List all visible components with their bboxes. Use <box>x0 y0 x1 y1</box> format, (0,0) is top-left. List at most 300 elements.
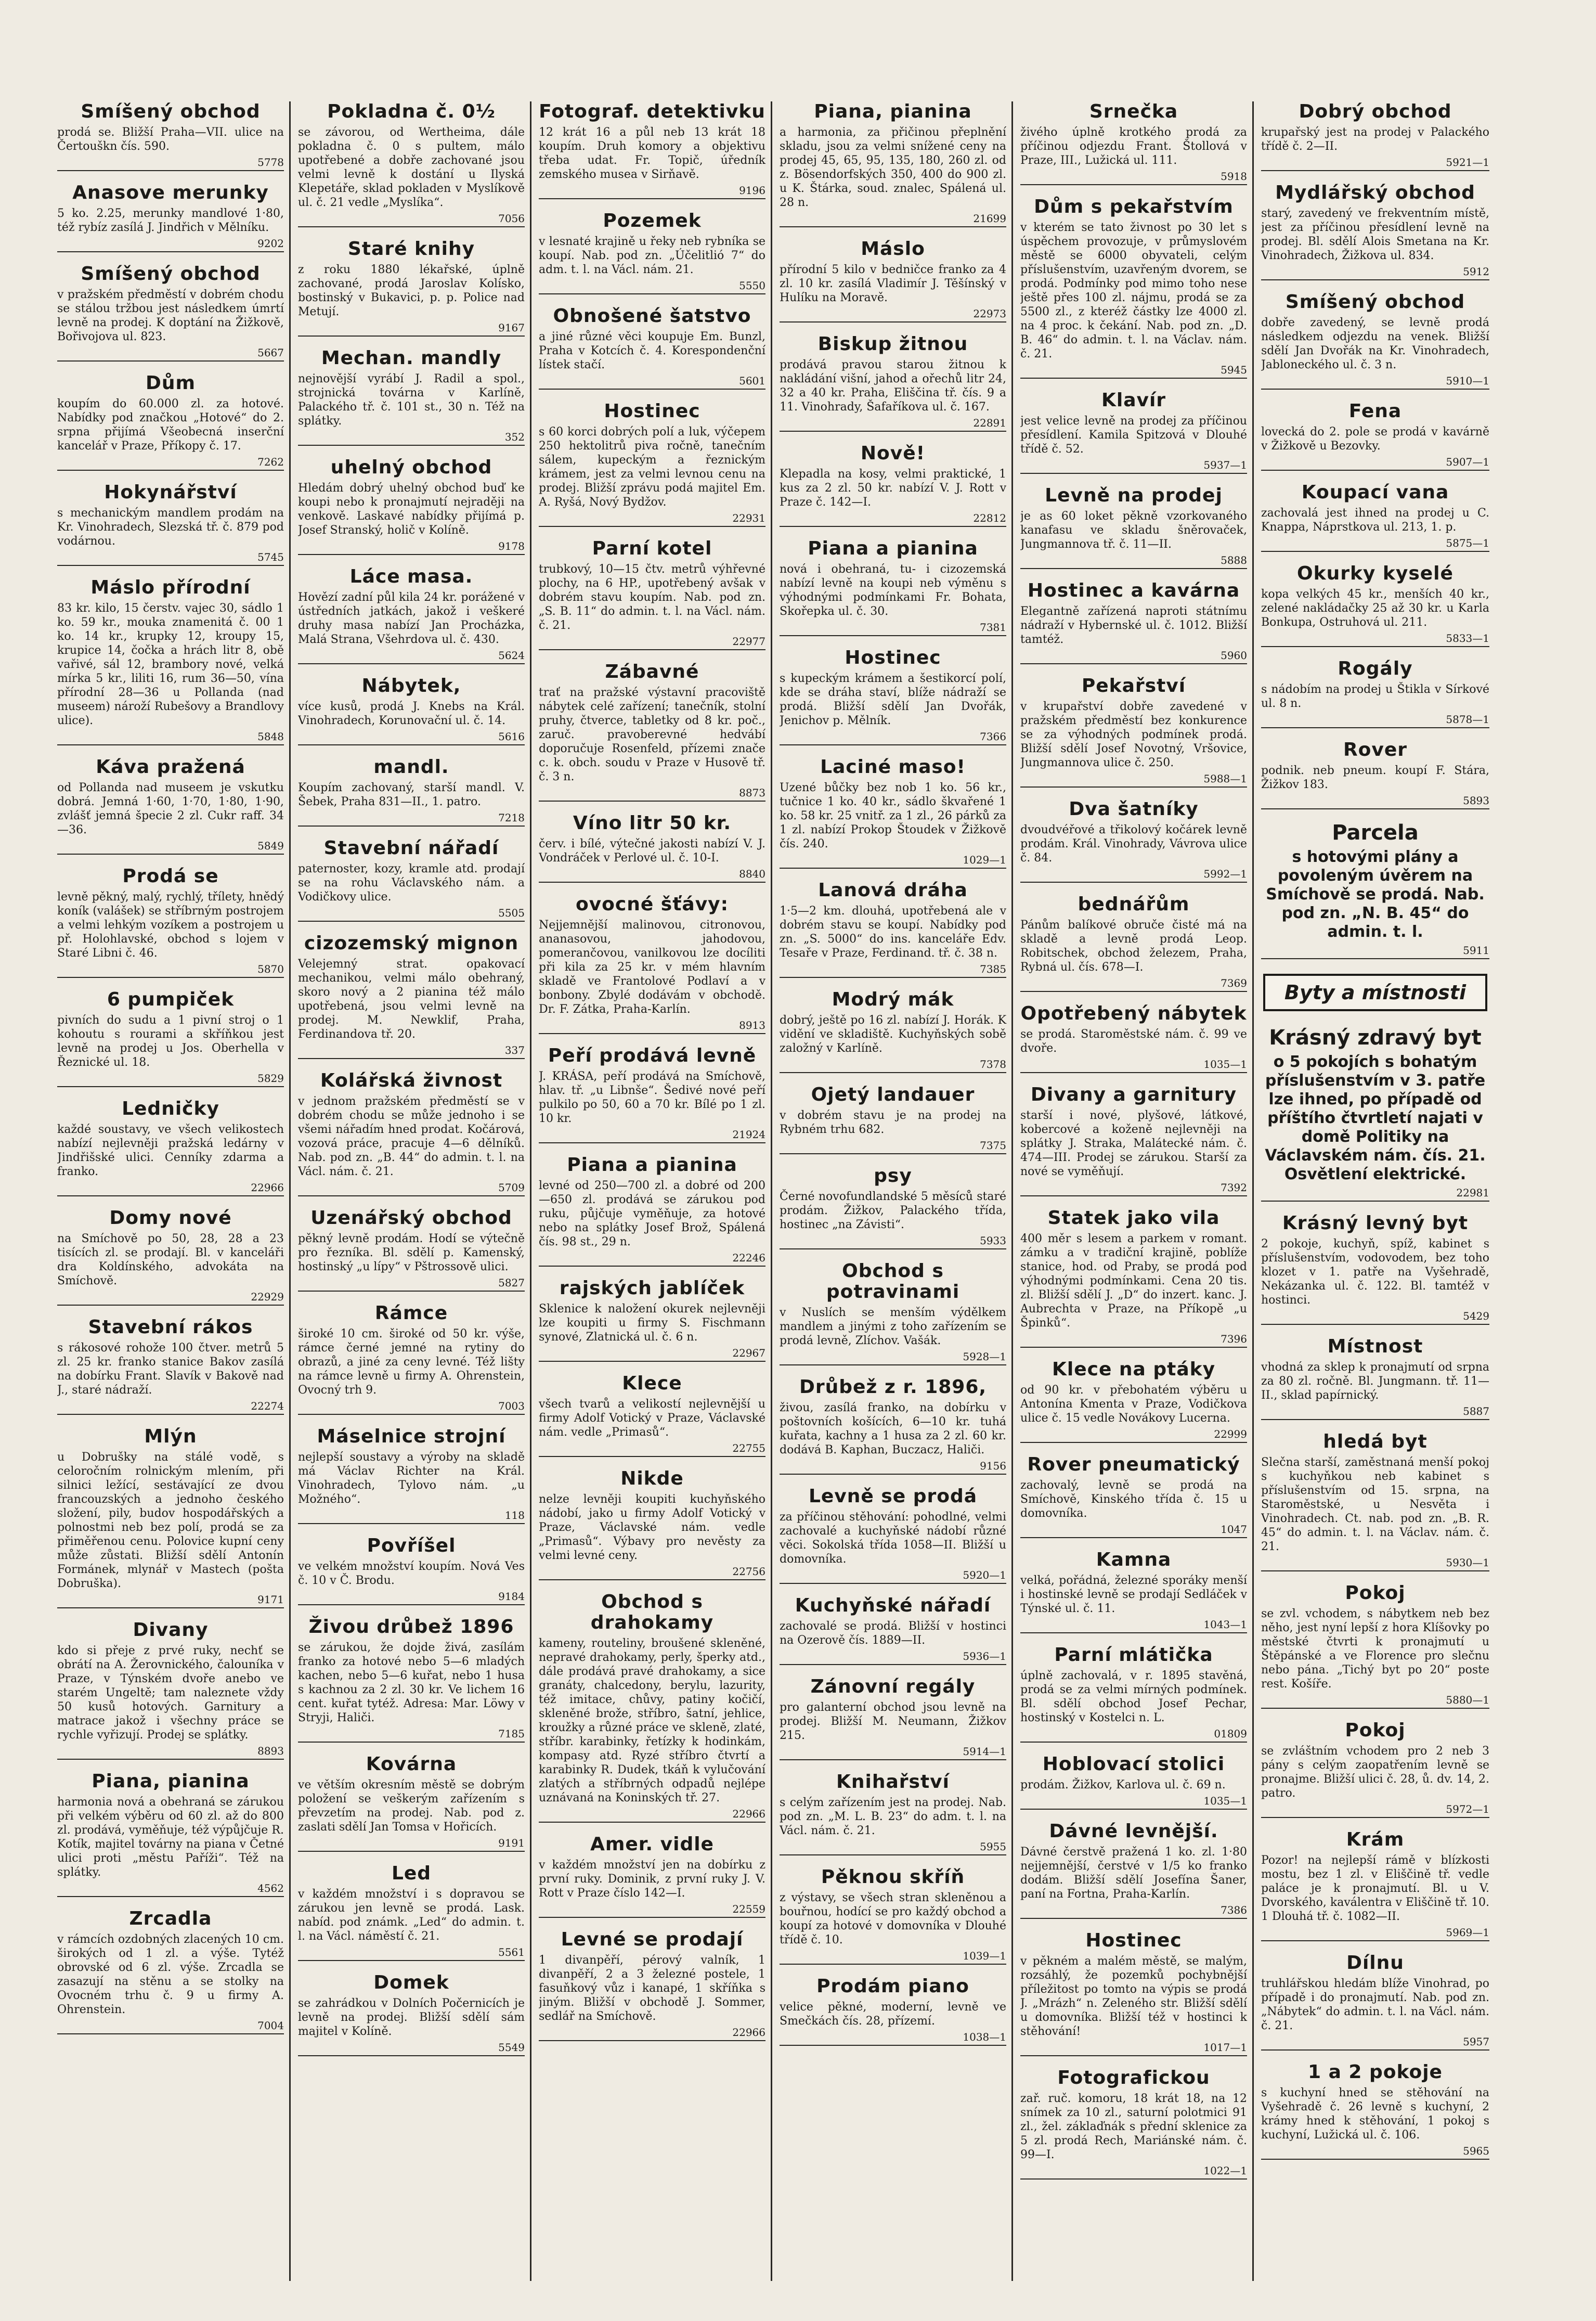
ad-body: Koupím zachovaný, starší mandl. V. Šebek, Praha 831—II., 1. patro. <box>298 781 525 808</box>
classified-ad <box>298 1208 525 1292</box>
ad-column-2 <box>298 101 531 2281</box>
ad-code: 5875—1 <box>1261 537 1489 552</box>
classified-ad <box>1261 101 1489 171</box>
ad-code: 21924 <box>539 1129 765 1143</box>
classified-ad <box>539 662 765 802</box>
ad-code: 7386 <box>1020 1904 1247 1919</box>
ad-body: 1·5—2 km. dlouhá, upotřebená ale v dobrém stavu se koupí. Nabídky pod zn. „S. 5000“ do ins. kanceláře Edv. Tesaře v Praze, Ferdinand. tř. č. 38 n. <box>780 905 1006 960</box>
ad-body: s kupeckým krámem a šestikorcí polí, kde se dráha staví, blíže nádraží se prodá. Bližší sdělí Jan Dvořák, Jenichov p. Mělník. <box>780 672 1006 727</box>
ad-title: Okurky kyselé <box>1297 563 1454 584</box>
classified-ad <box>57 101 284 171</box>
classified-ad <box>298 757 525 827</box>
ad-body: Pánům balíkové obruče čisté má na skladě a levně prodá Leop. Robitschek, obchod železem, Praha, Rybná ul. čís. 678—I. <box>1020 919 1247 974</box>
ad-code: 5965 <box>1261 2145 1489 2160</box>
classified-ad <box>1020 1359 1247 1443</box>
ad-title: Klece na ptáky <box>1052 1359 1216 1380</box>
ad-code: 22755 <box>539 1442 765 1457</box>
ad-body: živou, zasílá franko, na dobírku v poštovních košících, 6—10 kr. tuhá kuřata, kachny a 1 husa za 2 zl. 60 kr. dodává B. Kaphan, Buczacz, Haliči. <box>780 1401 1006 1456</box>
classified-ad <box>539 1278 765 1362</box>
classified-ad <box>539 1929 765 2041</box>
ad-title: Zábavné <box>605 661 699 682</box>
classified-ad <box>57 1909 284 2034</box>
classified-ad <box>1020 2068 1247 2180</box>
ad-body: lovecká do 2. pole se prodá v kavárně v Žižkově u Bezovky. <box>1261 425 1489 453</box>
classified-ad <box>298 457 525 555</box>
newspaper-page <box>57 101 1498 2281</box>
classified-ad <box>1261 563 1489 647</box>
ad-title: Ledničky <box>122 1098 219 1119</box>
ad-title: Obnošené šatstvo <box>553 305 751 327</box>
ad-title: Peří prodává levně <box>548 1045 757 1066</box>
ad-title: Stavební nářadí <box>323 837 499 859</box>
ad-column-5 <box>1020 101 1254 2281</box>
ad-title: Povříšel <box>367 1535 456 1556</box>
ad-body: starší i nové, plyšové, látkové, kobercové a koženě nejlevněji na splátky J. Straka, Malátecké nám. č. 474—III. Prodej se zárukou. Starší za nové se vyměňují. <box>1020 1109 1247 1178</box>
classified-ad <box>57 1099 284 1196</box>
classified-ad <box>780 239 1006 323</box>
ad-body: Hovězí zadní půl kila 24 kr. porážené v ústředních jatkách, jakož i veškeré druhy masa nabízí Jan Procházka, Malá Strana, Všehrdova ul. č. 430. <box>298 591 525 646</box>
ad-body: 2 pokoje, kuchyň, spíž, kabinet s příslušenstvím, vodovodem, bez toho klozet v 1. patře na Vyšehradě, Nekázanka ul. č. 122. Bl. tamtéž v hostinci. <box>1261 1237 1489 1307</box>
ad-body: podnik. neb pneum. koupí F. Stára, Žižkov 183. <box>1261 764 1489 791</box>
ad-title: cizozemský mignon <box>304 933 519 954</box>
ad-code: 22812 <box>780 512 1006 527</box>
ad-code: 9184 <box>298 1591 525 1605</box>
ad-title: Levně na prodej <box>1045 485 1223 506</box>
ad-column-1 <box>57 101 291 2281</box>
classified-ad <box>1261 659 1489 728</box>
ad-body: truhlářskou hledám blíže Vinohrad, po případě i do pronajmutí. Nab. pod zn. „Nábytek“ do admin. t. l. na Václ. nám. č. 21. <box>1261 1977 1489 2032</box>
classified-ad <box>1261 401 1489 471</box>
ad-body: s kuchyní hned se stěhování na Vyšehradě č. 26 levně s kuchyní, 2 krámy hned k stěhování, 1 pokoj s kuchyní, Lužická ul. č. 106. <box>1261 2086 1489 2142</box>
ad-body: Hledám dobrý uhelný obchod buď ke koupi nebo k pronajmutí nejraději na venkově. Laskavé nabídky přijímá p. Josef Stranský, holič v Kolíně. <box>298 482 525 537</box>
ad-code: 7378 <box>780 1059 1006 1073</box>
ad-body: s 60 korci dobrých polí a luk, výčepem 250 hektolitrů piva ročně, tanečním sálem, kupeckým a řeznickým krámem, jest za velmi levnou cenu na prodej. Bližší zprávu podá majitel Em. A. Ryšá, Nový Bydžov. <box>539 425 765 509</box>
classified-ad <box>1020 676 1247 788</box>
ad-body: s mechanickým mandlem prodám na Kr. Vinohradech, Slezská tř. č. 879 pod vodárnou. <box>57 507 284 548</box>
ad-body: se zvl. vchodem, s nábytkem neb bez něho, jest nyní lepší z hora Klíšovky po městské čtvrti k pronajmutí u Štěpánské a ve Florence pro slečnu nebo pána. „Tichý byt po 20“ poste rest. Košíře. <box>1261 1607 1489 1691</box>
ad-column-6 <box>1261 101 1495 2281</box>
classified-ad <box>539 538 765 650</box>
ad-title: Levné se prodají <box>561 1929 744 1950</box>
ad-code: 5827 <box>298 1277 525 1292</box>
classified-ad <box>1020 1454 1247 1538</box>
ad-title: Pekařství <box>1081 675 1186 697</box>
ad-body: od 90 kr. v přebohatém výběru u Antonína Kmenta v Praze, Vodičkova ulice č. 15 vedle Novákovy Lucerna. <box>1020 1384 1247 1425</box>
ad-title: Modrý mák <box>832 989 954 1010</box>
ad-code: 9202 <box>57 238 284 252</box>
classified-ad <box>1020 1821 1247 1919</box>
ad-title: Nikde <box>620 1468 684 1489</box>
ad-title: Opotřebený nábytek <box>1020 1003 1247 1024</box>
ad-body: velice pěkné, moderní, levně ve Smečkách čís. 28, přízemí. <box>780 2001 1006 2028</box>
classified-ad <box>298 1617 525 1743</box>
ad-title: Krásný levný byt <box>1282 1213 1469 1234</box>
ad-title: Rover <box>1343 739 1408 760</box>
ad-body: Uzené bůčky bez nob 1 ko. 56 kr., tučnice 1 ko. 40 kr., sádlo škvařené 1 ko. 58 kr. 25 vnitř. za 1 zl., 26 párků za 1 zl. nabízí Prokop Štoudek v Žižkově čís. 240. <box>780 781 1006 850</box>
ad-body: zachovalá jest ihned na prodej u C. Knappa, Náprstkova ul. 213, 1. p. <box>1261 507 1489 534</box>
ad-body: zachovalé se prodá. Bližší v hostinci na Ozerově čís. 1889—II. <box>780 1620 1006 1647</box>
ad-body: více kusů, prodá J. Knebs na Král. Vinohradech, Korunovační ul. č. 14. <box>298 700 525 727</box>
classified-ad <box>57 989 284 1087</box>
ad-code: 5624 <box>298 650 525 664</box>
ad-code: 7366 <box>780 731 1006 745</box>
ad-code: 1047 <box>1020 1524 1247 1538</box>
ad-code: 5955 <box>780 1841 1006 1855</box>
ad-title: Staré knihy <box>347 238 475 260</box>
classified-ad <box>539 813 765 883</box>
classified-ad <box>57 183 284 252</box>
ad-title: Obchod s drahokamy <box>590 1591 714 1633</box>
classified-ad <box>298 1754 525 1852</box>
ad-body: se zvláštním vchodem pro 2 neb 3 pány s celým zaopatřením levně se pronajme. Bližší ulici č. 28, ů. dv. 14, 2. patro. <box>1261 1745 1489 1800</box>
classified-ad <box>298 348 525 446</box>
ad-title: Prodá se <box>122 866 219 887</box>
ad-body: Velejemný strat. opakovací mechanikou, velmi málo obehraný, skoro nový a 2 pianina též málo upotřebená, jsou velmi levně na prodej. M. Newklif, Praha, Ferdinandova tř. 20. <box>298 958 525 1041</box>
classified-ad <box>1020 1085 1247 1196</box>
ad-title: Zánovní regály <box>810 1676 976 1697</box>
classified-ad <box>298 933 525 1059</box>
ad-title: mandl. <box>373 756 449 778</box>
ad-body: harmonia nová a obehraná se zárukou při velkém výběru od 60 zl. až do 800 zl. prodává, vyměňuje, též výpůjčuje R. Kotík, majitel továrny na piana v Četné ulici proti „městu Paříži“. Též na splátky. <box>57 1796 284 1879</box>
ad-title: Krám <box>1346 1829 1405 1850</box>
classified-ad <box>1261 740 1489 809</box>
ad-body: Dávné čerstvě pražená 1 ko. zl. 1·80 nejjemnější, čerstvé v 1/5 ko franko dodám. Bližší sdělí Josefína Šaner, paní na Fortna, Praha-Karlín. <box>1020 1846 1247 1901</box>
ad-code: 22973 <box>780 308 1006 323</box>
classified-ad <box>780 1772 1006 1855</box>
ad-code: 337 <box>298 1045 525 1059</box>
ad-title: Krásný zdravý byt <box>1269 1026 1482 1050</box>
ad-body: Sklenice k naložení okurek nejlevněji lze koupiti u firmy S. Fischmann synové, Zlatnická ul. č. 6 n. <box>539 1303 765 1344</box>
ad-code: 5888 <box>1020 555 1247 569</box>
ad-title: ovocné šťávy: <box>575 894 729 915</box>
ad-column-3 <box>539 101 772 2281</box>
ad-body: s rákosové rohože 100 čtver. metrů 5 zl. 25 kr. franko stanice Bakov zasílá na dobírku Frant. Slavík v Bakově nad J., staré nádraží. <box>57 1342 284 1397</box>
ad-code: 5745 <box>57 551 284 566</box>
ad-body: dobře zavedený, se levně prodá následkem odjezdu na venek. Bližší sdělí Jan Dvořák na Kr. Vinohradech, Jabloneckého ul. č. 3 n. <box>1261 316 1489 371</box>
ad-body: v rámcích ozdobných zlacených 10 cm. širokých od 1 zl. a výše. Tytéž obrovské od 6 zl. výše. Zrcadla se zasazují na stěnu a se stolky na Ovocném trhu č. 9 u firmy A. Ohrenstein. <box>57 1933 284 2016</box>
ad-body: je as 60 loket pěkně vzorkovaného kanafasu ve skladu šněrovaček, Jungmannova tř. č. 11—II. <box>1020 510 1247 551</box>
ad-code: 7385 <box>780 963 1006 978</box>
ad-code: 22981 <box>1261 1187 1489 1202</box>
ad-title: Klavír <box>1101 390 1166 411</box>
ad-body: vhodná za sklep k pronajmutí od srpna za 80 zl. ročně. Bl. Jungmann. tř. 11—II., sklad papírnický. <box>1261 1361 1489 1402</box>
ad-title: Místnost <box>1327 1336 1423 1357</box>
ad-body: 1 divanpěří, pérový valník, 1 divanpěří, 2 a 3 železné postele, 1 fasuňkový vůz i kanapé, 1 skříňka s jiným. Bližší v obchodě J. Sommer, sedlář na Smíchově. <box>539 1954 765 2023</box>
ad-title: Piana a pianina <box>808 538 978 559</box>
ad-title: Dobrý obchod <box>1299 101 1452 122</box>
ad-title: Káva pražená <box>96 756 245 778</box>
ad-title: Parní kotel <box>592 538 712 559</box>
ad-code: 1035—1 <box>1020 1795 1247 1810</box>
ad-title: Pokoj <box>1345 1720 1406 1741</box>
ad-title: Láce masa. <box>349 566 473 587</box>
ad-body: 5 ko. 2.25, merunky mandlové 1·80, též rybíz zasílá J. Jindřich v Mělníku. <box>57 207 284 234</box>
ad-body: v pražském předměstí v dobrém chodu se stálou tržbou jest následkem úmrtí levně na prodej. K doptání na Žižkově, Bořivojova ul. 823. <box>57 288 284 343</box>
ad-code: 5849 <box>57 840 284 855</box>
ad-code: 5933 <box>780 1235 1006 1249</box>
ad-title: Pokladna č. 0½ <box>327 101 496 122</box>
ad-body: Černé novofundlandské 5 měsíců staré prodám. Žižkov, Palackého třída, hostinec „na Závisti“. <box>780 1190 1006 1231</box>
ad-code: 5878—1 <box>1261 714 1489 728</box>
ad-body: 400 měr s lesem a parkem v romant. zámku a v tradiční krajině, poblíže stanice, hod. od Praby, se prodá pod výhodnými podmínkami. Cena 20 tis. zl. Bližší sdělí J. „D“ do inzert. kanc. J. Aubrechta v Praze, na Příkopě „u Špinků“. <box>1020 1232 1247 1330</box>
ad-code: 5910—1 <box>1261 375 1489 390</box>
classified-ad <box>539 1373 765 1457</box>
ad-code: 5870 <box>57 963 284 978</box>
ad-body: koupím do 60.000 zl. za hotové. Nabídky pod značkou „Hotové“ do 2. srpna přijímá Všeobecná inserční kancelář v Praze, Příkopy č. 17. <box>57 397 284 453</box>
ad-body: u Dobrušky na stálé vodě, s celoročním rolnickým mlením, při silnici ležící, sestávající ze dvou francouzských a jednoho českého složení, pily, budov hospodářských a polnostmi neb bez polí, prodá se za přiměřenou cenu. Polovice kupní ceny může zůstati. Bližší sdělí Antonín Formánek, mlynář v Mastech (pošta Dobruška). <box>57 1451 284 1590</box>
classified-ad <box>1020 1645 1247 1743</box>
ad-code: 22967 <box>539 1347 765 1362</box>
ad-body: z roku 1880 lékařské, úplně zachované, prodá Jaroslav Kolísko, bostinský v Bukavici, p. p. Police nad Metují. <box>298 263 525 318</box>
ad-title: Pokoj <box>1345 1582 1406 1604</box>
classified-ad <box>539 211 765 294</box>
ad-body: s celým zařízením jest na prodej. Nab. pod zn. „M. L. B. 23“ do adm. t. l. na Václ. nám. č. 21. <box>780 1796 1006 1837</box>
classified-ad <box>780 538 1006 636</box>
ad-title: Zrcadla <box>129 1908 212 1929</box>
ad-body: dvoudvéřové a třikolový kočárek levně prodám. Král. Vinohrady, Vávrova ulice č. 84. <box>1020 823 1247 865</box>
ad-title: Hostinec a kavárna <box>1027 580 1240 601</box>
ad-title: Lanová dráha <box>818 880 968 901</box>
ad-body: Elegantně zařízená naproti státnímu nádraží v Hybernské ul. č. 1012. Bližší tamtéž. <box>1020 605 1247 646</box>
classified-ad <box>57 1426 284 1608</box>
classified-ad <box>780 1486 1006 1584</box>
ad-body: široké 10 cm. široké od 50 kr. výše, rámce černé jemné na rytiny do obrazů, a jiné za ceny levné. Též lišty na rámce levně u firmy A. Ohrenstein, Ovocný trh 9. <box>298 1327 525 1397</box>
ad-body: přírodní 5 kilo v bedničce franko za 4 zl. 10 kr. zasílá Vladimír J. Těšínský v Hulíku na Moravě. <box>780 263 1006 304</box>
ad-title: Prodám piano <box>816 1976 969 1997</box>
classified-ad <box>57 866 284 978</box>
ad-code: 8913 <box>539 1020 765 1034</box>
ad-body: v jednom pražském předměstí se v dobrém chodu se může jednoho i se všemi nářadím hned prodat. Kočárová, vozová práce, pracuje 4—6 dělníků. Nab. pod zn. „B. 44“ do admin. t. l. na Václ. nám. č. 21. <box>298 1095 525 1178</box>
classified-ad <box>1261 292 1489 390</box>
ad-code: 7375 <box>780 1140 1006 1154</box>
ad-code: 5907—1 <box>1261 456 1489 471</box>
ad-title: Ojetý landauer <box>811 1084 975 1105</box>
classified-ad <box>57 1620 284 1760</box>
ad-code: 22929 <box>57 1291 284 1306</box>
ad-body: úplně zachovalá, v r. 1895 stavěná, prodá se za velmi mírných podmínek. Bl. sdělí obchod Josef Pechar, hostinský v Kostelci n. L. <box>1020 1669 1247 1724</box>
classified-ad <box>539 1155 765 1267</box>
ad-body: prodám. Žižkov, Karlova ul. č. 69 n. <box>1020 1778 1226 1791</box>
classified-ad <box>539 401 765 527</box>
ad-body: velká, pořádná, železné sporáky menší i hostinské levně se prodají Sedláček v Týnské ul. č. 11. <box>1020 1574 1247 1615</box>
ad-title: Dům <box>145 372 196 394</box>
classified-ad <box>780 1976 1006 2046</box>
ad-title: Nově! <box>860 443 926 464</box>
ad-body: v krupařství dobře zavedené v pražském předměstí bez konkurence se za výhodných podmínek prodá. Bližší sdělí Josef Novotný, Vršovice, Jungmannova ulice č. 250. <box>1020 700 1247 769</box>
ad-title: Rogály <box>1338 658 1413 679</box>
ad-title: hledá byt <box>1323 1431 1428 1452</box>
ad-title: Stavební rákos <box>88 1317 253 1338</box>
classified-ad <box>780 443 1006 527</box>
classified-ad <box>298 566 525 664</box>
ad-body: červ. i bílé, výtečné jakosti nabízí V. J. Vondráček v Perlové ul. č. 10-I. <box>539 837 765 865</box>
ad-body: trubkový, 10—15 čtv. metrů výhřevné plochy, na 6 HP., upotřebený avšak v dobrém stavu koupím. Nab. pod zn. „S. B. 11“ do admin. t. l. na Václ. nám. č. 21. <box>539 563 765 632</box>
ad-code: 7381 <box>780 622 1006 636</box>
ad-code: 9156 <box>780 1460 1006 1475</box>
ad-title: Dům s pekařstvím <box>1034 196 1234 217</box>
ad-title: Divany a garnitury <box>1030 1084 1237 1105</box>
ad-title: Víno litr 50 kr. <box>573 813 732 834</box>
classified-ad <box>780 1085 1006 1154</box>
ad-title: Piana, pianina <box>92 1771 250 1792</box>
ad-body: v kterém se tato živnost po 30 let s úspěchem provozuje, v průmyslovém městě se 6000 obyvateli, celým příslušenstvím, uzavřeným dvorem, se prodá. Podmínky pod mimo toho nese ještě přes 100 zl. nájmu, prodá se za 5500 zl., z kteréž částky lze 4000 zl. na 4 proc. k čekání. Nab. pod zn. „D. B. 46“ do admin. t. l. na Václav. nám. č. 21. <box>1020 221 1247 360</box>
classified-ad <box>1020 485 1247 569</box>
classified-ad <box>1020 1550 1247 1633</box>
ad-code: 5561 <box>298 1946 525 1961</box>
ad-body: jest velice levně na prodej za příčinou přesídlení. Kamila Spitzová v Dlouhé třídě č. 52. <box>1020 415 1247 456</box>
ad-code: 7262 <box>57 456 284 471</box>
classified-ad <box>539 1592 765 1823</box>
classified-ad <box>57 577 284 745</box>
ad-code: 5880—1 <box>1261 1694 1489 1709</box>
classified-ad <box>298 1863 525 1961</box>
ad-code: 352 <box>298 431 525 446</box>
ad-code: 5893 <box>1261 795 1489 809</box>
ad-body: nová i obehraná, tu- i cizozemská nabízí levně na koupi neb výměnu s výhodnými podmínkami Fr. Bohata, Skořepka ul. č. 30. <box>780 563 1006 618</box>
ad-code: 5778 <box>57 157 284 171</box>
ad-code: 21699 <box>780 213 1006 227</box>
ad-body: v každém množství i s dopravou se zárukou jen levně se prodá. Lask. nabíd. pod známk. „Led“ do admin. t. l. na Václ. náměstí č. 21. <box>298 1888 525 1943</box>
classified-ad <box>1261 1829 1489 1941</box>
classified-ad <box>1261 482 1489 552</box>
ad-code: 8840 <box>539 868 765 883</box>
classified-ad <box>298 1536 525 1605</box>
ad-code: 1029—1 <box>780 854 1006 869</box>
ad-body: v dobrém stavu je na prodej na Rybném trhu 682. <box>780 1109 1006 1136</box>
classified-ad <box>780 648 1006 745</box>
ad-title: Parcela <box>1332 821 1419 845</box>
ad-body: kopa velkých 45 kr., menších 40 kr., zelené nakládačky 25 až 30 kr. u Karla Bonkupa, Ostruhová ul. 211. <box>1261 588 1489 629</box>
classified-ad <box>1020 197 1247 379</box>
ad-body: prodává pravou starou žitnou k nakládání višní, jahod a ořechů litr 24, 32 a 40 kr. Praha, Eliščina tř. čís. 9 a 11. Vinohrady, Šafaříkova ul. č. 167. <box>780 358 1006 414</box>
ad-body: nejnovější vyrábí J. Radil a spol., strojnická továrna v Karlíně, Palackého tř. č. 101 st., 30 n. Též na splátky. <box>298 372 525 428</box>
classified-ad <box>780 1377 1006 1475</box>
classified-ad <box>298 1972 525 2056</box>
ad-body: z výstavy, se všech stran skleněnou a bouřnou, hodící se pro každý obchod a koupí za hotové v domovníka v Dlouhé třídě č. 10. <box>780 1891 1006 1946</box>
ad-code: 4562 <box>57 1882 284 1897</box>
ad-body: trať na pražské výstavní pracoviště nábytek celé zařízení; tanečník, stolní pruhy, čtverce, tabletky od 8 kr. poč., zaruč. pravoberevné hedvábí doporučuje Rosenfeld, přízemi znače c. k. obch. soudu v Praze v Husově tř. č. 3 n. <box>539 686 765 783</box>
ad-body: v pěkném a malém městě, se malým, rozsáhlý, že pozemků pochybnější příležitost po tomto na výpis se prodá J. „Mrázh“ n. Zeleného str. Bližší sdělí u domovníka. Bližší též v hostinci k stěhování! <box>1020 1955 1247 2038</box>
classified-ad <box>1020 1930 1247 2056</box>
ad-code: 5960 <box>1020 650 1247 664</box>
classified-ad <box>780 1595 1006 1665</box>
classified-ad <box>1020 1003 1247 1073</box>
classified-ad <box>780 989 1006 1073</box>
ad-body: pro galanterní obchod jsou levně na prodej. Bližší M. Neumann, Žižkov 215. <box>780 1701 1006 1742</box>
ad-code: 22246 <box>539 1252 765 1267</box>
classified-ad <box>1020 894 1247 992</box>
ad-column-4 <box>780 101 1013 2281</box>
ad-body: v Nuslích se menším výdělkem mandlem a jinými z toho zařízením se prodá levně, Zlíchov. Vašák. <box>780 1306 1006 1347</box>
ad-title: Dílnu <box>1346 1952 1404 1974</box>
ad-title: Dávné levnější. <box>1049 1821 1218 1842</box>
ad-code: 9171 <box>57 1594 284 1608</box>
ad-title: Uzenářský obchod <box>310 1207 512 1229</box>
classified-ad <box>57 482 284 566</box>
ad-body: starý, zavedený ve frekventním místě, jest za příčinou přesídlení levně na prodej. Bl. sdělí Alois Smetana na Kr. Vinohradech, Žižkova ul. 834. <box>1261 207 1489 262</box>
ad-code: 1043—1 <box>1020 1619 1247 1633</box>
ad-title: Smíšený obchod <box>81 101 261 122</box>
ad-code: 1022—1 <box>1020 2165 1247 2180</box>
ad-code: 5848 <box>57 731 284 745</box>
ad-title: Rover pneumatický <box>1027 1454 1240 1475</box>
classified-ad <box>1020 390 1247 474</box>
ad-body: krupařský jest na prodej v Palackého třídě č. 2—II. <box>1261 126 1489 153</box>
classified-ad <box>1261 1720 1489 1818</box>
ad-code: 5936—1 <box>780 1651 1006 1665</box>
ad-title: Hoblovací stolici <box>1042 1753 1225 1775</box>
ad-title: Máslo přírodní <box>90 577 251 598</box>
classified-ad <box>298 101 525 227</box>
ad-title: Klece <box>622 1373 682 1394</box>
classified-ad <box>780 1261 1006 1365</box>
ad-title: Srnečka <box>1089 101 1178 122</box>
ad-body: v každém množství jen na dobírku z první ruky. Dominik, z první ruky J. V. Rott v Praze číslo 142—I. <box>539 1859 765 1900</box>
ad-code: 7185 <box>298 1728 525 1743</box>
ad-code: 7369 <box>1020 977 1247 992</box>
ad-code: 5549 <box>298 2042 525 2056</box>
classified-ad <box>298 676 525 745</box>
classified-ad <box>780 757 1006 869</box>
ad-title: Fena <box>1348 401 1402 422</box>
ad-body: prodá se. Bližší Praha—VII. ulice na Čertouškn čís. 590. <box>57 126 284 153</box>
ad-title: uhelný obchod <box>330 457 492 478</box>
ad-body: kdo si přeje z prvé ruky, nechť se obrátí na A. Žerovnického, čalouníka v Praze, v Týnském dvoře anebo ve starém Ungeltě; tam naleznete vždy 50 kusů hotových. Garnitury a matrace jakož i všechny práce se rychle vyřizují. Prodej se splátky. <box>57 1644 284 1742</box>
ad-code: 5957 <box>1261 2036 1489 2051</box>
ad-title: Parní mlátička <box>1054 1644 1213 1666</box>
ad-body: od Pollanda nad museem je vskutku dobrá. Jemná 1·60, 1·70, 1·80, 1·90, zvlášť jemná špecie 2 zl. Cukr raff. 34—36. <box>57 781 284 836</box>
ad-code: 5429 <box>1261 1310 1489 1325</box>
ad-title: Laciné maso! <box>820 756 966 778</box>
classified-ad <box>1261 821 1489 959</box>
ad-body: zachovalý, levně se prodá na Smíchově, Kinského třída č. 15 u domovníka. <box>1020 1479 1247 1520</box>
ad-body: na Smíchově po 50, 28, 28 a 23 tisících zl. se prodají. Bl. v kanceláři dra Koldínského, advokáta na Smíchově. <box>57 1232 284 1287</box>
ad-body: a jiné různé věci koupuje Em. Bunzl, Praha v Kotcích č. 4. Korespondenční lístek stačí. <box>539 330 765 371</box>
ad-code: 5992—1 <box>1020 868 1247 883</box>
ad-body: se prodá. Staroměstské nám. č. 99 ve dvoře. <box>1020 1028 1247 1055</box>
ad-code: 5911 <box>1261 945 1489 959</box>
classified-ad <box>57 1771 284 1897</box>
ad-title: Knihařství <box>836 1771 950 1793</box>
ad-code: 5921—1 <box>1261 157 1489 171</box>
ad-code: 1035—1 <box>1020 1059 1247 1073</box>
ad-title: Rámce <box>374 1303 448 1324</box>
classified-ad <box>298 239 525 337</box>
ad-title: Domy nové <box>109 1207 232 1229</box>
ad-body: dobrý, ještě po 16 zl. nabízí J. Horák. K vidění ve skladiště. Kuchyňských sobě založný v Karlíně. <box>780 1014 1006 1055</box>
ad-title: Dva šatníky <box>1069 798 1199 820</box>
ad-body: pivních do sudu a 1 pivní stroj o 1 kohoutu s rourami a skříňkou jest levně na prodej u Jos. Oberhella v Řeznické ul. 18. <box>57 1014 284 1069</box>
ad-body: Pozor! na nejlepší rámě v blízkosti mostu, bez 1 zl. v Eliščině tř. vedle paláce je k pronajmutí. Bl. u V. Dvorského, kaválentra v Eliščině tř. 10. 1 Dlouhá tř. č. 1082—II. <box>1261 1854 1489 1923</box>
classified-ad <box>1020 581 1247 664</box>
ad-body: s hotovými plány a povoleným úvěrem na Smíchově se prodá. Nab. pod zn. „N. B. 45“ do admin. t. l. <box>1266 848 1485 941</box>
ad-title: Kuchyňské nářadí <box>795 1595 991 1616</box>
classified-ad <box>780 334 1006 432</box>
ad-code: 5550 <box>539 280 765 294</box>
ad-title: Piana a pianina <box>567 1154 737 1176</box>
classified-ad <box>780 1677 1006 1760</box>
ad-code: 5887 <box>1261 1406 1489 1420</box>
ad-code: 5920—1 <box>780 1569 1006 1584</box>
ad-title: 1 a 2 pokoje <box>1308 2061 1443 2083</box>
ad-body: levně pěkný, malý, rychlý, třílety, hnědý koník (valášek) se stříbrným postrojem a velmi lehkým vozíkem a postrojem u př. Holohlavské, obchod s lojem v Staré Libni č. 46. <box>57 891 284 960</box>
classified-ad <box>1261 1336 1489 1420</box>
ad-code: 9191 <box>298 1837 525 1852</box>
ad-body: ve velkém množství koupím. Nová Ves č. 10 v Č. Brodu. <box>298 1560 525 1587</box>
classified-ad <box>780 101 1006 227</box>
ad-body: živého úplně krotkého prodá za příčinou odjezdu Frant. Štollová v Praze, III., Lužická ul. 111. <box>1020 126 1247 167</box>
ad-code: 5972—1 <box>1261 1803 1489 1818</box>
